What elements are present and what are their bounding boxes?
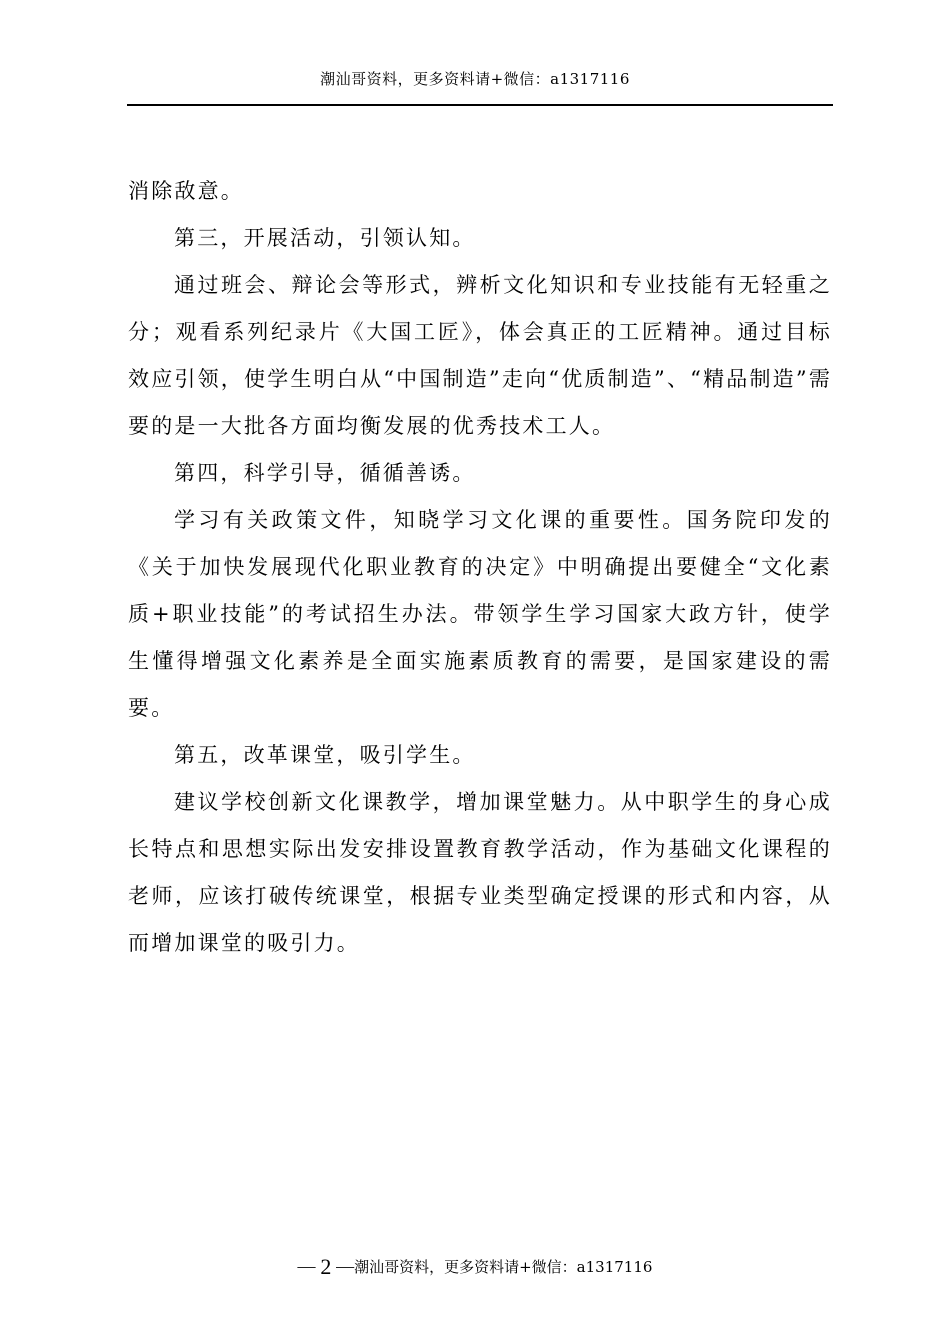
header-text: 潮汕哥资料，更多资料请+微信：a1317116 [320,70,630,88]
paragraph: 通过班会、辩论会等形式，辨析文化知识和专业技能有无轻重之分；观看系列纪录片《大国工匠》，体会真正的工匠精神。通过目标效应引领，使学生明白从“中国制造”走向“优质制造”、“精品制造”需要的是一大批各方面均衡发展的优秀技术工人。 [128,273,833,438]
page-header [0,68,950,89]
footer-text: 潮汕哥资料，更多资料请+微信：a1317116 [354,1258,653,1276]
paragraph-heading-5: 第五，改革课堂，吸引学生。 [174,743,476,767]
header-divider [127,104,833,106]
page-footer [0,1254,950,1280]
footer-dash-left: — [297,1256,316,1276]
page-number: 2 [320,1254,332,1279]
paragraph-heading-3: 第三，开展活动，引领认知。 [174,226,476,250]
paragraph-continuation: 消除敌意。 [128,179,244,203]
footer-dash-right: — [336,1256,355,1276]
paragraph: 建议学校创新文化课教学，增加课堂魅力。从中职学生的身心成长特点和思想实际出发安排设置教育教学活动，作为基础文化课程的老师，应该打破传统课堂，根据专业类型确定授课的形式和内容，从而增加课堂的吸引力。 [128,790,832,955]
paragraph-heading-4: 第四，科学引导，循循善诱。 [174,461,476,485]
paragraph: 学习有关政策文件，知晓学习文化课的重要性。国务院印发的《关于加快发展现代化职业教育的决定》中明确提出要健全“文化素质+职业技能”的考试招生办法。带领学生学习国家大政方针，使学生懂得增强文化素养是全面实施素质教育的需要，是国家建设的需要。 [128,508,832,720]
document-body [128,168,832,967]
